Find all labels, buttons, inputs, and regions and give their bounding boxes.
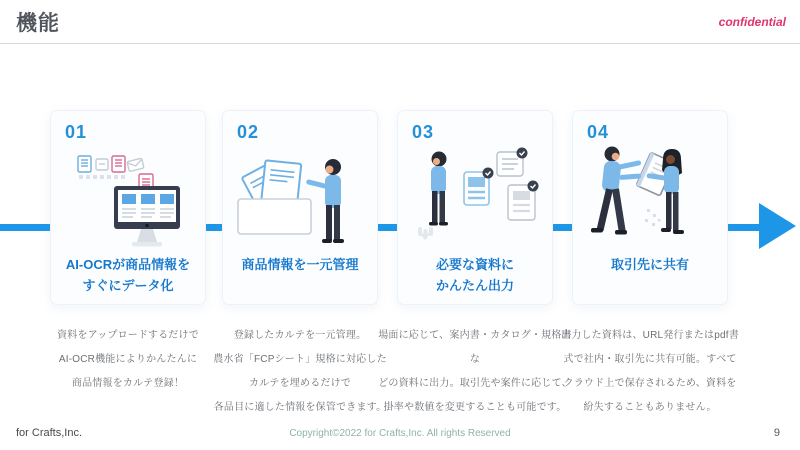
document-card-selected xyxy=(464,168,494,206)
step-description-1: 資料をアップロードするだけで AI-OCR機能によりかんたんに 商品情報をカルテ登録！ xyxy=(57,330,199,389)
step-card-3 xyxy=(397,110,553,305)
step-description-2: 登録したカルテを一元管理。 農水省「FCPシート」規格に対応した カルテを埋めるだけで 各品目に適した情報を保管できます。 xyxy=(213,330,387,413)
step-number: 02 xyxy=(237,122,260,142)
arrow-right-icon xyxy=(759,203,797,254)
document-icons xyxy=(78,156,144,172)
person-left xyxy=(591,147,642,235)
step-number: 03 xyxy=(412,122,435,142)
confetti-dots xyxy=(645,209,661,226)
step-title: 取引先に共有 xyxy=(610,257,689,272)
step-card-2 xyxy=(222,110,378,305)
storage-tray xyxy=(238,199,311,234)
footer-company-name: for Crafts,Inc. xyxy=(16,427,83,439)
step-title: AI-OCRが商品情報を すぐにデータ化 xyxy=(65,257,191,293)
header-divider xyxy=(0,43,800,44)
step-title: 必要な資料に かんたん出力 xyxy=(435,257,514,293)
document-card-top xyxy=(497,148,528,177)
page-title: 機能 xyxy=(16,12,60,35)
dashed-dots xyxy=(79,175,125,179)
output-documents xyxy=(464,148,539,221)
person-filing-documents-illustration xyxy=(223,143,379,253)
ocr-documents-to-monitor-illustration xyxy=(51,143,207,253)
monitor-icon xyxy=(114,186,180,247)
step-title: 商品情報を一元管理 xyxy=(241,257,359,272)
footer-page-number: 9 xyxy=(773,427,780,439)
footer-copyright: Copyright©2022 for Crafts,Inc. All rights Reserved xyxy=(289,428,511,439)
hand-icon xyxy=(416,227,434,240)
person-figure xyxy=(429,152,448,226)
confidential-label: confidential xyxy=(718,15,786,29)
step-number: 01 xyxy=(65,122,88,142)
step-description-4: 出力した資料は、URL発行またはpdf書 式で社内・取引先に共有可能。すべて クラウド上で保存されるため、資料を 紛失することもありません。 xyxy=(561,330,739,413)
step-card-4 xyxy=(572,110,728,305)
two-people-sharing-document-illustration xyxy=(573,143,729,253)
document-card-bottom xyxy=(508,181,539,221)
person-selecting-output-documents-illustration xyxy=(398,143,554,253)
step-description-3: 場面に応じて、案内書・カタログ・規格書な どの資料に出力。取引先や案件に応じて、 掛率や数値を変更することも可能です。 xyxy=(378,330,572,413)
step-card-1 xyxy=(50,110,206,305)
step-number: 04 xyxy=(587,122,610,142)
